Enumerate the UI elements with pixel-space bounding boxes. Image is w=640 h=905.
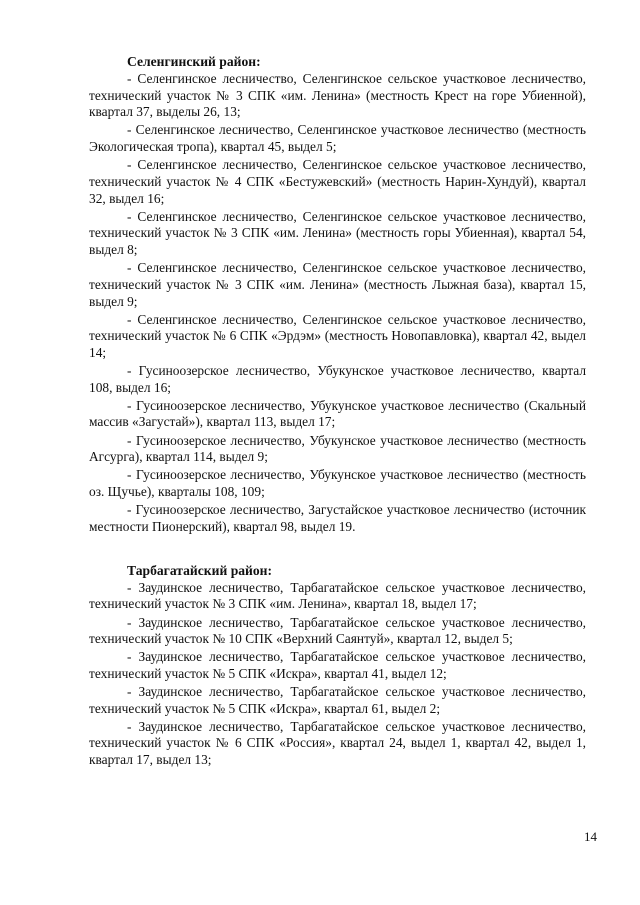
list-item: - Селенгинское лесничество, Селенгинское сельское участковое лесничество, технический участок № 3 СПК «им. Ленина» (местность Лыжная база), квартал 15, выдел 9;	[89, 260, 586, 309]
list-item: - Заудинское лесничество, Тарбагатайское сельское участковое лесничество, технический участок № 6 СПК «Россия», квартал 24, выдел 1, квартал 42, выдел 1, квартал 17, выдел 13;	[89, 718, 586, 768]
document-body	[89, 53, 586, 770]
list-item: - Гусиноозерское лесничество, Убукунское участковое лесничество (местность Агсурга), квартал 114, выдел 9;	[89, 432, 586, 465]
list-item: - Заудинское лесничество, Тарбагатайское сельское участковое лесничество, технический участок № 5 СПК «Искра», квартал 61, выдел 2;	[89, 684, 586, 716]
list-item: - Гусиноозерское лесничество, Убукунское участковое лесничество (Скальный массив «Загустай»), квартал 113, выдел 17;	[89, 397, 586, 430]
list-item: - Селенгинское лесничество, Селенгинское сельское участковое лесничество, технический участок № 3 СПК «им. Ленина» (местность Крест на горе Убиенной), квартал 37, выделы 26, 13;	[89, 71, 586, 120]
list-item: - Заудинское лесничество, Тарбагатайское сельское участковое лесничество, технический участок № 3 СПК «им. Ленина», квартал 18, выдел 17;	[89, 579, 586, 612]
list-item: - Селенгинское лесничество, Селенгинское участковое лесничество (местность Экологическая тропа), квартал 45, выдел 5;	[89, 122, 586, 155]
section-tarbagataysky	[89, 562, 586, 769]
list-item: - Заудинское лесничество, Тарбагатайское сельское участковое лесничество, технический участок № 5 СПК «Искра», квартал 41, выдел 12;	[89, 649, 586, 681]
section-selenginsky	[89, 53, 586, 535]
section-item-list	[89, 580, 586, 769]
list-item: - Гусиноозерское лесничество, Убукунское участковое лесничество, квартал 108, выдел 16;	[89, 363, 586, 395]
list-item: - Селенгинское лесничество, Селенгинское сельское участковое лесничество, технический участок № 3 СПК «им. Ленина» (местность горы Убиенная), квартал 54, выдел 8;	[89, 208, 586, 258]
section-item-list	[89, 71, 586, 535]
section-spacer	[89, 537, 586, 562]
list-item: - Заудинское лесничество, Тарбагатайское сельское участковое лесничество, технический участок № 10 СПК «Верхний Саянтуй», квартал 12, выдел 5;	[89, 614, 586, 647]
list-item: - Селенгинское лесничество, Селенгинское сельское участковое лесничество, технический участок № 6 СПК «Эрдэм» (местность Новопавловка), квартал 42, выдел 14;	[89, 311, 586, 360]
page-number: 14	[584, 829, 597, 844]
section-heading: Селенгинский район:	[127, 54, 261, 69]
list-item: - Гусиноозерское лесничество, Загустайское участковое лесничество (источник местности Пионерский), квартал 98, выдел 19.	[89, 502, 586, 534]
list-item: - Гусиноозерское лесничество, Убукунское участковое лесничество (местность оз. Щучье), кварталы 108, 109;	[89, 467, 586, 499]
list-item: - Селенгинское лесничество, Селенгинское сельское участковое лесничество, технический участок № 4 СПК «Бестужевский» (местность Нарин-Хундуй), квартал 32, выдел 16;	[89, 157, 586, 206]
section-heading: Тарбагатайский район:	[127, 562, 273, 578]
